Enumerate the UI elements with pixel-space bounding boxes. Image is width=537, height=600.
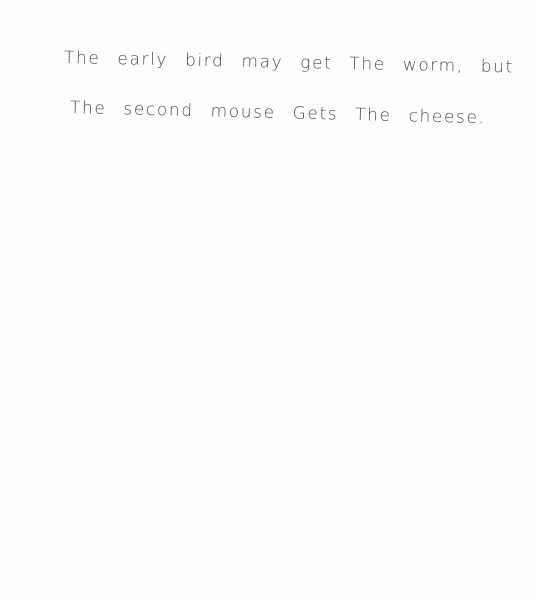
handwritten-line-2: The second mouse Gets The cheese. bbox=[69, 98, 486, 129]
handwritten-line-1: The early bird may get The worm, but bbox=[63, 48, 514, 78]
